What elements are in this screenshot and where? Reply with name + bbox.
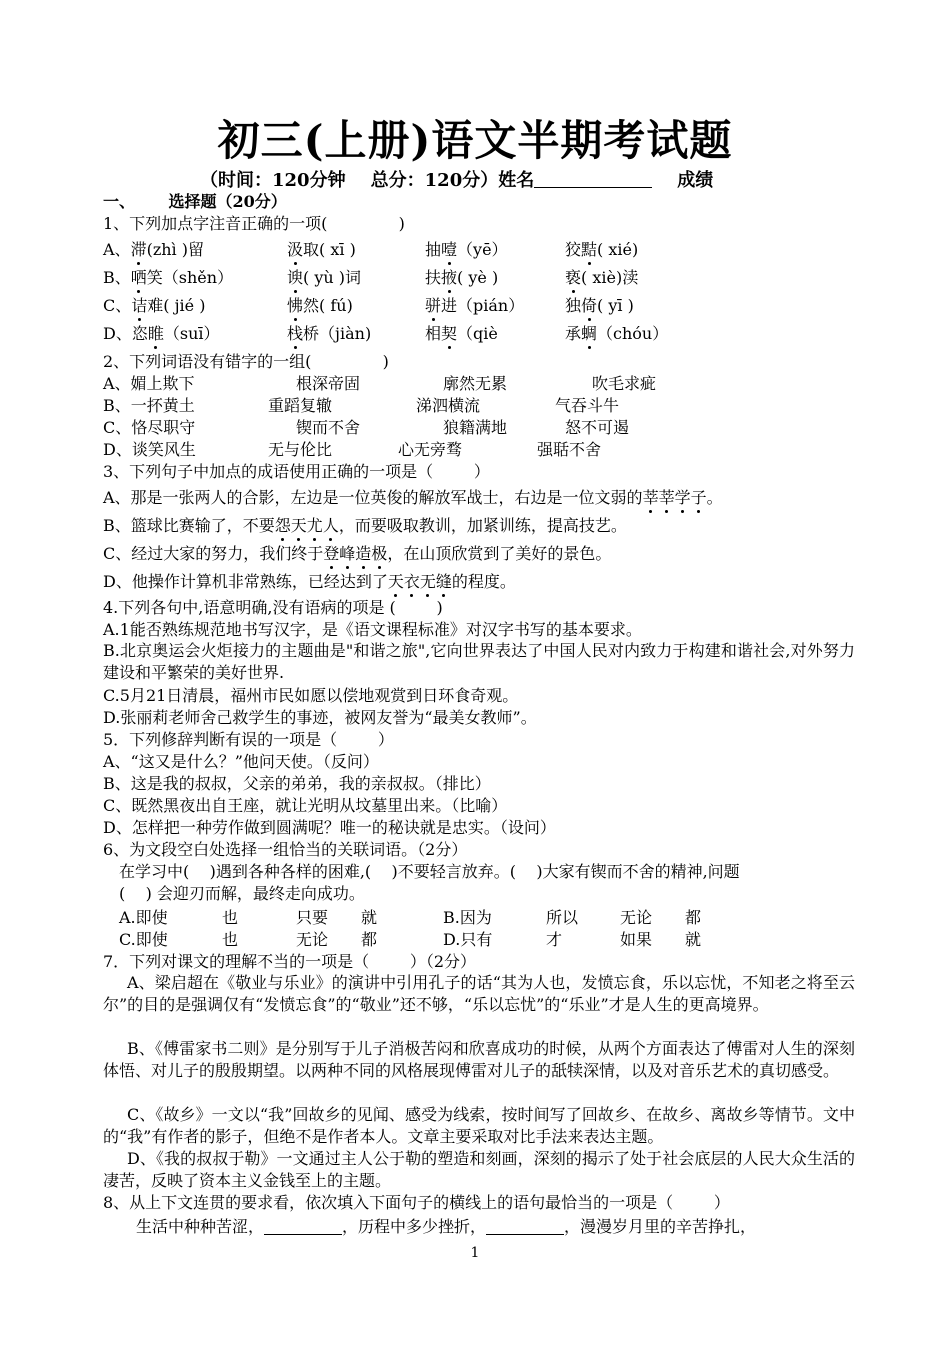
q7-option-c: C、《故乡》一文以“我”回故乡的见闻、感受为线索，按时间写了回故乡、在故乡、离故乡等情节。文中的“我”有作者的影子，但绝不是作者本人。文章主要采取对比手法来表达主题。 <box>103 1105 855 1146</box>
q6-opt: 都 <box>685 908 702 927</box>
page-title: 初三(上册)语文半期考试题 <box>217 116 733 165</box>
q6-opt: C.即使 <box>119 930 168 949</box>
q3-option-c: C、经过大家的努力，我们终于登峰造极，在山顶欣赏到了美好的景色。 <box>103 544 612 563</box>
q7-option-d: D、《我的叔叔于勒》一文通过主人公于勒的塑造和刻画，深刻的揭示了处于社会底层的人民大众生活的凄苦，反映了资本主义金钱至上的主题。 <box>103 1149 855 1190</box>
q2-c-3: 狼籍满地 <box>443 418 508 437</box>
question-7-stem: 7．下列对课文的理解不当的一项是（ ）（2分） <box>103 952 477 971</box>
q6-opt: 无论 <box>296 930 329 949</box>
q8-text: 生活中种种苦涩， ，历程中多少挫折， ，漫漫岁月里的辛苦挣扎， <box>136 1217 757 1236</box>
q4-option-d: D.张丽莉老师舍己救学生的事迹，被网友誉为“最美女教师”。 <box>103 708 537 727</box>
q1-option-c-4: 独倚( yī ) <box>565 296 634 315</box>
q8-blank-1[interactable] <box>264 1218 342 1235</box>
q1-option-a-3: 抽噎（yē） <box>425 240 508 259</box>
page-number: 1 <box>470 1245 480 1261</box>
q6-opt: 无论 <box>620 908 653 927</box>
q1-option-d-1: D、恣睢（suī） <box>103 324 220 343</box>
q2-a-3: 廓然无累 <box>443 374 508 393</box>
q6-opt: 就 <box>685 930 702 949</box>
question-2-stem: 2、下列词语没有错字的一组( ) <box>103 352 389 371</box>
q2-c-4: 怒不可遏 <box>565 418 630 437</box>
q3-option-a: A、那是一张两人的合影，左边是一位英俊的解放军战士，右边是一位文弱的莘莘学子。 <box>103 488 723 507</box>
q2-d-3: 心无旁骛 <box>398 440 463 459</box>
q1-option-c-2: 怫然( fú) <box>287 296 353 315</box>
q8-blank-2[interactable] <box>486 1218 564 1235</box>
q1-option-a-1: A、滞(zhì )留 <box>103 240 205 259</box>
q4-option-a: A.1能否熟练规范地书写汉字，是《语文课程标准》对汉字书写的基本要求。 <box>103 620 642 639</box>
q1-option-c-3: 骈进（pián） <box>425 296 525 315</box>
q3-option-b: B、篮球比赛输了，不要怨天尤人，而要吸取教训，加紧训练，提高技艺。 <box>103 516 627 535</box>
q2-d-4: 强聒不舍 <box>537 440 602 459</box>
q6-opt: 只要 <box>296 908 329 927</box>
q6-text-line-2: ( ) 会迎刃而解，最终走向成功。 <box>119 884 365 903</box>
q6-text-line-1: 在学习中( )遇到各种各样的困难,( )不要轻言放弃。( )大家有锲而不舍的精神,问题 <box>119 862 740 881</box>
q1-option-a-4: 狡黠( xié) <box>565 240 639 259</box>
q1-option-a-2: 汲取( xī ) <box>287 240 356 259</box>
question-6-stem: 6、为文段空白处选择一组恰当的关联词语。（2分） <box>103 840 468 859</box>
dotted-idiom: 怨天尤人 <box>274 516 339 535</box>
question-8-stem: 8、从上下文连贯的要求看，依次填入下面句子的横线上的语句最恰当的一项是（ ） <box>103 1193 730 1212</box>
q2-b-3: 涕泗横流 <box>416 396 481 415</box>
q3-option-d: D、他操作计算机非常熟练，已经达到了天衣无缝的程度。 <box>103 572 516 591</box>
q5-option-c: C、既然黑夜出自王座，就让光明从坟墓里出来。（比喻） <box>103 796 508 815</box>
q2-d-1: D、谈笑风生 <box>103 440 196 459</box>
q1-option-d-4: 承蜩（chóu） <box>565 324 669 343</box>
q6-opt: D.只有 <box>443 930 493 949</box>
question-4-stem: 4.下列各句中,语意明确,没有语病的项是 ( ) <box>103 598 443 617</box>
q6-opt: 如果 <box>620 930 653 949</box>
q6-opt: B.因为 <box>443 908 492 927</box>
q6-opt: 才 <box>546 930 563 949</box>
q1-option-b-2: 谀( yù )词 <box>287 268 362 287</box>
exam-info-line <box>200 166 713 192</box>
q6-opt: 就 <box>361 908 378 927</box>
q1-option-b-3: 扶掖( yè ) <box>425 268 499 287</box>
q6-opt: A.即使 <box>119 908 168 927</box>
score-label: 成绩 <box>677 170 714 191</box>
q2-c-2: 锲而不舍 <box>296 418 361 437</box>
exam-info: （时间：120分钟 总分：120分）姓名 <box>200 170 535 191</box>
question-1-stem: 1、下列加点字注音正确的一项( ) <box>103 214 405 233</box>
section-heading: 一、 选择题（20分） <box>103 192 287 211</box>
q2-b-1: B、一抔黄土 <box>103 396 195 415</box>
q2-a-1: A、媚上欺下 <box>103 374 195 393</box>
q7-option-a: A、梁启超在《敬业与乐业》的演讲中引用孔子的话“其为人也，发愤忘食，乐以忘忧，不知老之将至云尔”的目的是强调仅有“发愤忘食”的“敬业”还不够，“乐以忘忧”的“乐业”才是人生的更高境界。 <box>103 973 855 1014</box>
q6-opt: 所以 <box>546 908 579 927</box>
q1-option-b-4: 亵( xiè)渎 <box>565 268 639 287</box>
question-3-stem: 3、下列句子中加点的成语使用正确的一项是（ ） <box>103 462 490 481</box>
q2-d-2: 无与伦比 <box>268 440 333 459</box>
q5-option-d: D、怎样把一种劳作做到圆满呢？唯一的秘诀就是忠实。（设问） <box>103 818 556 837</box>
q2-b-2: 重蹈复辙 <box>268 396 333 415</box>
dotted-idiom: 莘莘学子 <box>642 488 707 507</box>
q4-option-b: B.北京奥运会火炬接力的主题曲是"和谐之旅",它向世界表达了中国人民对内致力于构建和谐社会,对外努力建设和平繁荣的美好世界. <box>103 641 855 682</box>
q5-option-a: A、“这又是什么？”他问天使。（反问） <box>103 752 379 771</box>
q1-option-c-1: C、诘难( jié ) <box>103 296 206 315</box>
q4-option-c: C.5月21日清晨，福州市民如愿以偿地观赏到日环食奇观。 <box>103 686 519 705</box>
q1-option-d-2: 栈桥（jiàn) <box>287 324 372 343</box>
q1-option-b-1: B、哂笑（shěn） <box>103 268 234 287</box>
dotted-idiom: 天衣无缝 <box>387 572 452 591</box>
name-blank[interactable] <box>534 169 652 188</box>
q2-c-1: C、恪尽职守 <box>103 418 196 437</box>
q2-a-4: 吹毛求疵 <box>592 374 657 393</box>
q7-option-b: B、《傅雷家书二则》是分别写于儿子消极苦闷和欣喜成功的时候，从两个方面表达了傅雷对人生的深刻体悟、对儿子的殷殷期望。以两种不同的风格展现傅雷对儿子的舐犊深情，以及对音乐艺术的真切感受。 <box>103 1039 855 1080</box>
question-5-stem: 5．下列修辞判断有误的一项是（ ） <box>103 730 394 749</box>
q6-opt: 都 <box>361 930 378 949</box>
dotted-idiom: 登峰造极 <box>323 544 388 563</box>
q1-option-d-3: 相契（qiè <box>425 324 498 343</box>
q6-opt: 也 <box>222 908 239 927</box>
q6-opt: 也 <box>222 930 239 949</box>
q2-b-4: 气吞斗牛 <box>555 396 620 415</box>
q5-option-b: B、这是我的叔叔，父亲的弟弟，我的亲叔叔。（排比） <box>103 774 491 793</box>
q2-a-2: 根深帝固 <box>296 374 361 393</box>
